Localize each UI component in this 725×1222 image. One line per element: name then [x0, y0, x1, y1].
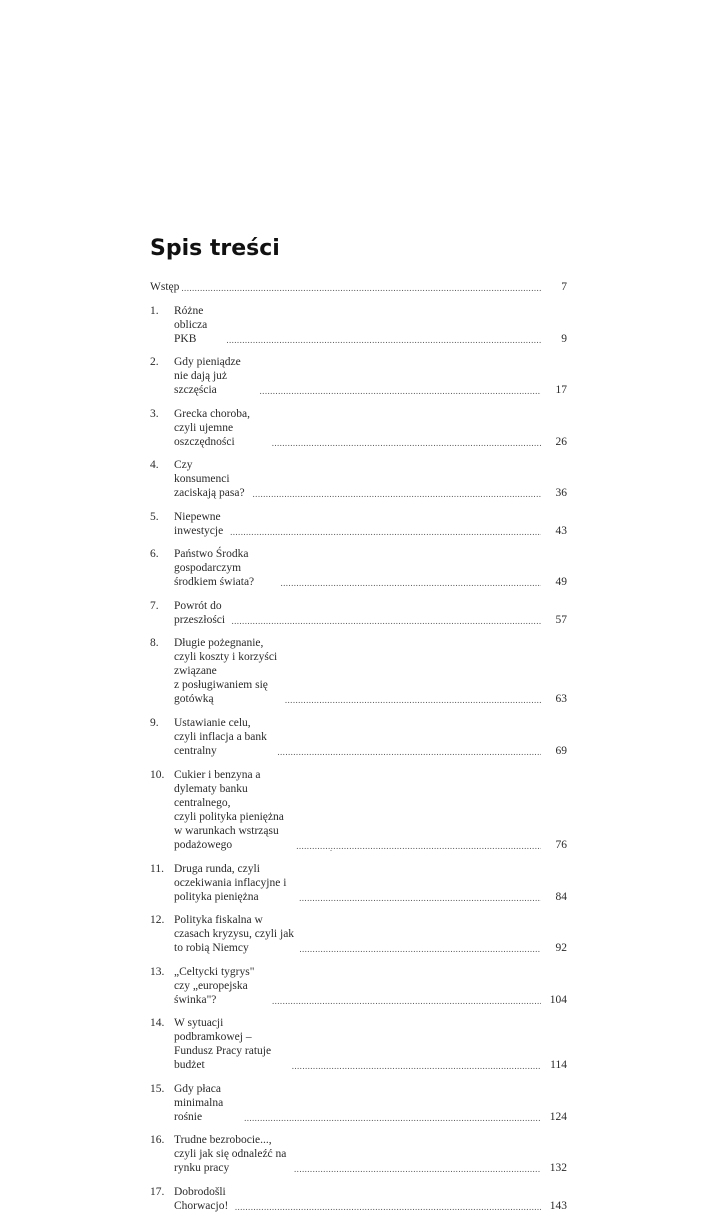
toc-entry-title: „Celtycki tygrys" czy „europejska świnka"? [174, 965, 255, 1006]
toc-entry-title: Cukier i benzyna a dylematy banku centralnego, czyli polityka pieniężna w warunkach wstrząsu podażowego [174, 768, 284, 851]
toc-entry [150, 862, 567, 904]
toc-entry [150, 1082, 567, 1124]
dot-leader [231, 615, 541, 627]
toc-entry-title: Dobrodošli Chorwacjo! [174, 1185, 229, 1212]
toc-entry [150, 599, 567, 627]
toc-entry-page: 17 [555, 384, 567, 396]
toc-entry-title: Druga runda, czyli oczekiwania inflacyjne i polityka pieniężna [174, 862, 287, 903]
toc-entry-title: Niepewne inwestycje [174, 510, 224, 537]
toc-entry-page: 26 [555, 435, 567, 448]
toc-entry-page: 9 [561, 332, 567, 345]
toc-entry-page: 84 [555, 890, 567, 903]
toc-entry-intro [150, 280, 567, 294]
toc-entry-number: 16. [150, 1134, 165, 1146]
toc-entry-page: 36 [555, 487, 567, 499]
toc-entry-number: 6. [150, 548, 159, 560]
toc-entry [150, 407, 567, 449]
toc-entry-page: 57 [555, 613, 567, 626]
dot-leader [285, 694, 541, 706]
toc-entry-title: Czy konsumenci zaciskają pasa? [174, 459, 245, 499]
toc-entry-title: Powrót do przeszłości [174, 599, 226, 626]
toc-entry-number: 14. [150, 1017, 165, 1029]
toc-entry [150, 716, 567, 758]
toc-entry-number: 2. [150, 356, 159, 368]
toc-entry-page: 104 [549, 993, 567, 1006]
toc-entry [150, 547, 567, 589]
dot-leader [277, 746, 541, 758]
toc-entry-number: 13. [150, 965, 165, 978]
toc-entry-number: 4. [150, 459, 159, 471]
toc-entry-title: Wstęp [150, 281, 180, 293]
toc-entry-page: 132 [549, 1162, 567, 1174]
scan-speck [330, 850, 332, 851]
dot-leader [272, 437, 541, 449]
dot-leader [253, 488, 541, 500]
dot-leader [299, 943, 541, 955]
dot-leader [296, 840, 541, 852]
toc-entry-title: W sytuacji podbramkowej – Fundusz Pracy ratuje budżet [174, 1017, 272, 1071]
toc-entry-title: Gdy płaca minimalna rośnie [174, 1082, 224, 1123]
dot-leader [272, 995, 541, 1007]
toc-entry [150, 510, 567, 538]
dot-leader [226, 334, 541, 346]
toc-entry-number: 8. [150, 637, 159, 649]
toc-entry-title: Grecka choroba, czyli ujemne oszczędności [174, 407, 250, 448]
toc-entry-title: Polityka fiskalna w czasach kryzysu, czyli jak to robią Niemcy [174, 914, 295, 954]
toc-entry-number: 12. [150, 914, 165, 926]
toc-entry-number: 7. [150, 599, 159, 612]
toc-entry-title: Ustawianie celu, czyli inflacja a bank centralny [174, 717, 267, 757]
toc-entry-number: 11. [150, 862, 164, 875]
toc-entry-page: 43 [555, 524, 567, 537]
toc-entry-page: 49 [555, 576, 567, 588]
toc-entry-number: 17. [150, 1185, 165, 1198]
toc-entry-title: Gdy pieniądze nie dają już szczęścia [174, 356, 241, 396]
table-of-contents [150, 280, 567, 1222]
toc-entry [150, 913, 567, 955]
toc-entry [150, 768, 567, 852]
toc-entry [150, 355, 567, 397]
page-title: Spis treści [150, 236, 280, 261]
toc-entry-page: 143 [549, 1199, 567, 1212]
toc-entry-number: 3. [150, 407, 159, 420]
dot-leader [181, 282, 541, 294]
toc-entry [150, 1016, 567, 1072]
dot-leader [299, 892, 541, 904]
dot-leader [280, 577, 541, 589]
toc-entry-number: 1. [150, 304, 159, 317]
dot-leader [235, 1201, 541, 1213]
toc-entry-title: Różne oblicza PKB [174, 304, 208, 345]
dot-leader [292, 1060, 541, 1072]
toc-entry-number: 5. [150, 510, 159, 523]
toc-entry [150, 1185, 567, 1213]
toc-entry-page: 76 [555, 838, 567, 851]
toc-entry-page: 7 [561, 281, 567, 293]
toc-entry-page: 63 [555, 693, 567, 705]
toc-entry-page: 124 [549, 1110, 567, 1123]
toc-entry-number: 9. [150, 717, 159, 729]
toc-entry-title: Trudne bezrobocie..., czyli jak się odnaleźć na rynku pracy [174, 1134, 287, 1174]
toc-entry [150, 304, 567, 346]
toc-entry-page: 92 [555, 942, 567, 954]
dot-leader [260, 385, 541, 397]
toc-entry-number: 15. [150, 1082, 165, 1095]
toc-entry [150, 965, 567, 1007]
toc-entry-page: 69 [555, 745, 567, 757]
dot-leader [230, 526, 541, 538]
dot-leader [294, 1163, 541, 1175]
toc-entry [150, 636, 567, 706]
toc-entry [150, 458, 567, 500]
toc-entry-title: Długie pożegnanie, czyli koszty i korzyści związane z posługiwaniem się gotówką [174, 637, 278, 705]
toc-entry-title: Państwo Środka gospodarczym środkiem świata? [174, 548, 255, 588]
toc-entry-page: 114 [550, 1059, 567, 1071]
toc-entry [150, 1133, 567, 1175]
dot-leader [244, 1112, 541, 1124]
toc-entry-number: 10. [150, 768, 165, 781]
